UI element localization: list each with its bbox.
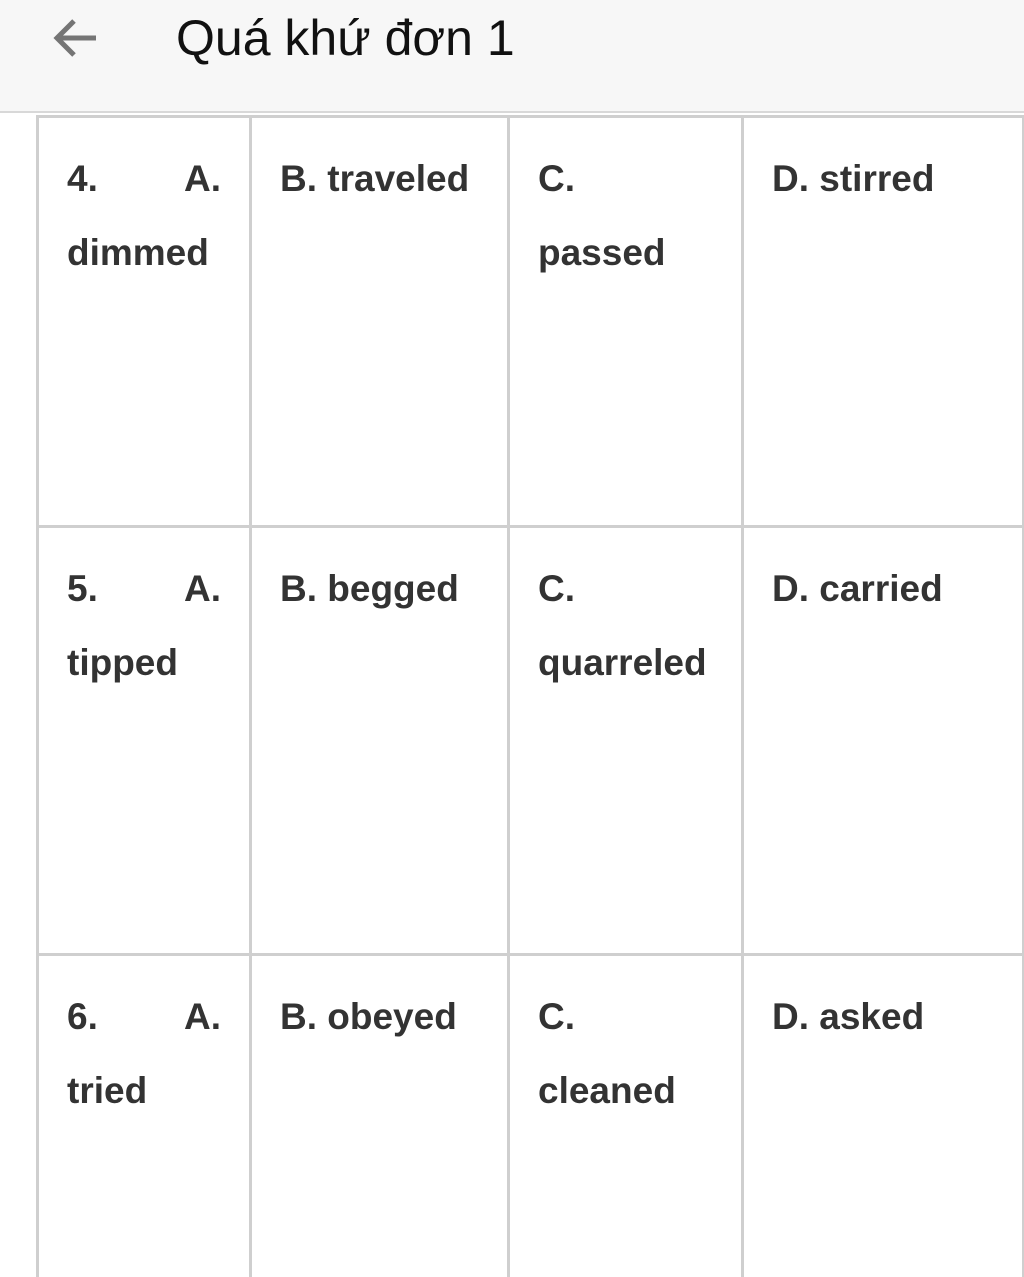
option-a-letter: A.: [184, 996, 221, 1037]
quiz-table: [36, 115, 1024, 1277]
option-a-cell: [38, 527, 251, 955]
option-c-word: quarreled: [538, 642, 707, 683]
option-d-text: D. stirred: [772, 158, 935, 199]
top-app-bar: [0, 0, 1024, 113]
option-d-cell: [743, 955, 1024, 1277]
option-b-cell: [251, 117, 509, 527]
option-c-cell: [509, 117, 743, 527]
question-number-line: [67, 552, 221, 626]
option-a-word: tipped: [67, 642, 178, 683]
quiz-table-container: [36, 115, 1024, 1277]
option-b-cell: [251, 955, 509, 1277]
back-button[interactable]: [44, 8, 108, 68]
question-number: 4.: [67, 158, 98, 199]
question-row: [38, 527, 1024, 955]
option-c-cell: [509, 955, 743, 1277]
question-number-line: [67, 980, 221, 1054]
option-c-cell: [509, 527, 743, 955]
option-a-letter: A.: [184, 158, 221, 199]
question-number: 6.: [67, 996, 98, 1037]
option-c-word: passed: [538, 232, 666, 273]
question-number: 5.: [67, 568, 98, 609]
option-a-word: tried: [67, 1070, 148, 1111]
option-b-text: B. obeyed: [280, 996, 457, 1037]
option-b-text: B. traveled: [280, 158, 470, 199]
option-c-letter: C.: [538, 568, 575, 609]
arrow-left-icon: [52, 16, 100, 60]
option-a-cell: [38, 955, 251, 1277]
option-d-text: D. carried: [772, 568, 943, 609]
option-a-word: dimmed: [67, 232, 209, 273]
option-d-text: D. asked: [772, 996, 925, 1037]
option-c-letter: C.: [538, 996, 575, 1037]
option-b-cell: [251, 527, 509, 955]
question-row: [38, 117, 1024, 527]
option-a-cell: [38, 117, 251, 527]
question-row: [38, 955, 1024, 1277]
option-a-letter: A.: [184, 568, 221, 609]
option-d-cell: [743, 527, 1024, 955]
option-b-text: B. begged: [280, 568, 459, 609]
page-title: Quá khứ đơn 1: [176, 10, 515, 66]
option-d-cell: [743, 117, 1024, 527]
option-c-word: cleaned: [538, 1070, 676, 1111]
option-c-letter: C.: [538, 158, 575, 199]
question-number-line: [67, 142, 221, 216]
